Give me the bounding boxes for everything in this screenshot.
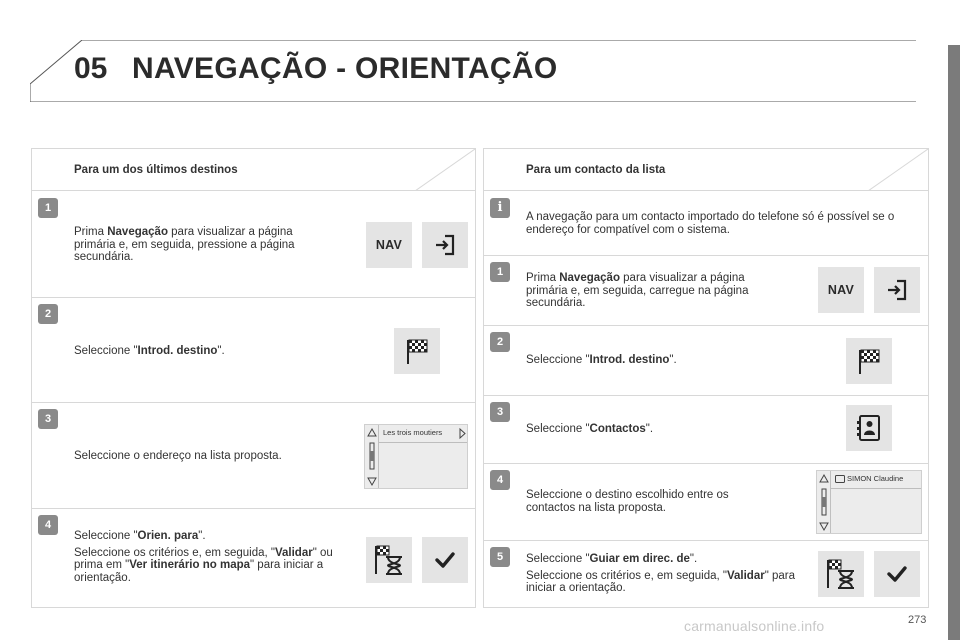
- right-step-4: [484, 464, 928, 541]
- right-info: [484, 192, 928, 256]
- guide-to-button[interactable]: [366, 537, 412, 583]
- watermark: carmanualsonline.info: [684, 618, 825, 634]
- step-text: Seleccione "Guiar em direc. de". Seleccione os critérios e, em seguida, "Validar" para iniciar a orientação.: [526, 553, 795, 594]
- checkered-flag-icon: [854, 346, 884, 376]
- validate-button[interactable]: [422, 537, 468, 583]
- right-column-header: [484, 149, 928, 191]
- step-badge: 1: [38, 198, 58, 218]
- secondary-page-icon: [432, 232, 458, 258]
- page-title: NAVEGAÇÃO - ORIENTAÇÃO: [132, 52, 558, 85]
- left-step-3: [32, 403, 475, 509]
- step-text: Prima Navegação para visualizar a página primária e, em seguida, pressione a página secundária.: [74, 226, 295, 263]
- step-badge: 3: [38, 409, 58, 429]
- checkmark-icon: [433, 548, 457, 572]
- step-text: Seleccione o destino escolhido entre os contactos na lista proposta.: [526, 489, 729, 514]
- list-divider: [831, 488, 921, 489]
- nav-button[interactable]: NAV: [818, 267, 864, 313]
- checkered-flag-icon: [402, 336, 432, 366]
- step-text: Seleccione "Contactos".: [526, 423, 654, 435]
- step-badge: 4: [490, 470, 510, 490]
- left-column: [31, 148, 476, 608]
- play-arrow-icon: [457, 425, 467, 442]
- enter-destination-button[interactable]: [846, 338, 892, 384]
- secondary-page-button[interactable]: [422, 222, 468, 268]
- step-badge: 2: [38, 304, 58, 324]
- right-column: [483, 148, 929, 608]
- step-text: Seleccione "Orien. para". Seleccione os critérios e, em seguida, "Validar" ou prima em "Ver itinerário no mapa" para iniciar a orientação.: [74, 530, 333, 584]
- enter-destination-button[interactable]: [394, 328, 440, 374]
- left-step-4: [32, 509, 475, 609]
- step-badge: 1: [490, 262, 510, 282]
- info-icon: i: [490, 198, 510, 218]
- list-divider: [379, 442, 467, 443]
- flag-hourglass-icon: [372, 543, 406, 577]
- scroll-arrows-icon: [817, 471, 831, 534]
- step-badge: 4: [38, 515, 58, 535]
- step-text: Seleccione "Introd. destino".: [74, 345, 225, 357]
- contacts-book-icon: [854, 413, 884, 443]
- scroll-arrows-icon: [365, 425, 379, 489]
- contact-list-screen: [816, 470, 922, 534]
- left-step-2: [32, 298, 475, 403]
- list-scrollbar[interactable]: [817, 471, 831, 533]
- right-step-1: [484, 256, 928, 326]
- list-item-address[interactable]: Les trois moutiers: [383, 428, 443, 437]
- chapter-number: 05: [74, 52, 108, 85]
- left-step-1: [32, 192, 475, 298]
- secondary-page-icon: [884, 277, 910, 303]
- right-step-5: [484, 541, 928, 609]
- left-column-title: Para um dos últimos destinos: [74, 164, 238, 176]
- right-step-2: [484, 326, 928, 396]
- flag-hourglass-icon: [824, 557, 858, 591]
- header-slash-decoration: [868, 149, 928, 191]
- page-number: 273: [908, 614, 927, 626]
- step-text: Prima Navegação para visualizar a página primária e, em seguida, carregue na página secundária.: [526, 272, 749, 309]
- list-scrollbar[interactable]: [365, 425, 379, 488]
- left-column-header: [32, 149, 475, 191]
- step-badge: 5: [490, 547, 510, 567]
- nav-button[interactable]: NAV: [366, 222, 412, 268]
- right-step-3: [484, 396, 928, 464]
- list-item-contact[interactable]: SIMON Claudine: [847, 474, 904, 483]
- right-column-title: Para um contacto da lista: [526, 164, 666, 176]
- address-list-screen: [364, 424, 468, 489]
- info-text: A navegação para um contacto importado do telefone só é possível se o endereço for compatível com o sistema.: [526, 211, 895, 236]
- step-text: Seleccione o endereço na lista proposta.: [74, 450, 282, 462]
- guide-to-button[interactable]: [818, 551, 864, 597]
- margin-bar: [948, 45, 960, 640]
- secondary-page-button[interactable]: [874, 267, 920, 313]
- step-text: Seleccione "Introd. destino".: [526, 354, 677, 366]
- checkmark-icon: [885, 562, 909, 586]
- validate-button[interactable]: [874, 551, 920, 597]
- header-slash-decoration: [415, 149, 475, 191]
- step-badge: 3: [490, 402, 510, 422]
- contacts-button[interactable]: [846, 405, 892, 451]
- step-badge: 2: [490, 332, 510, 352]
- contact-card-icon: [835, 475, 845, 483]
